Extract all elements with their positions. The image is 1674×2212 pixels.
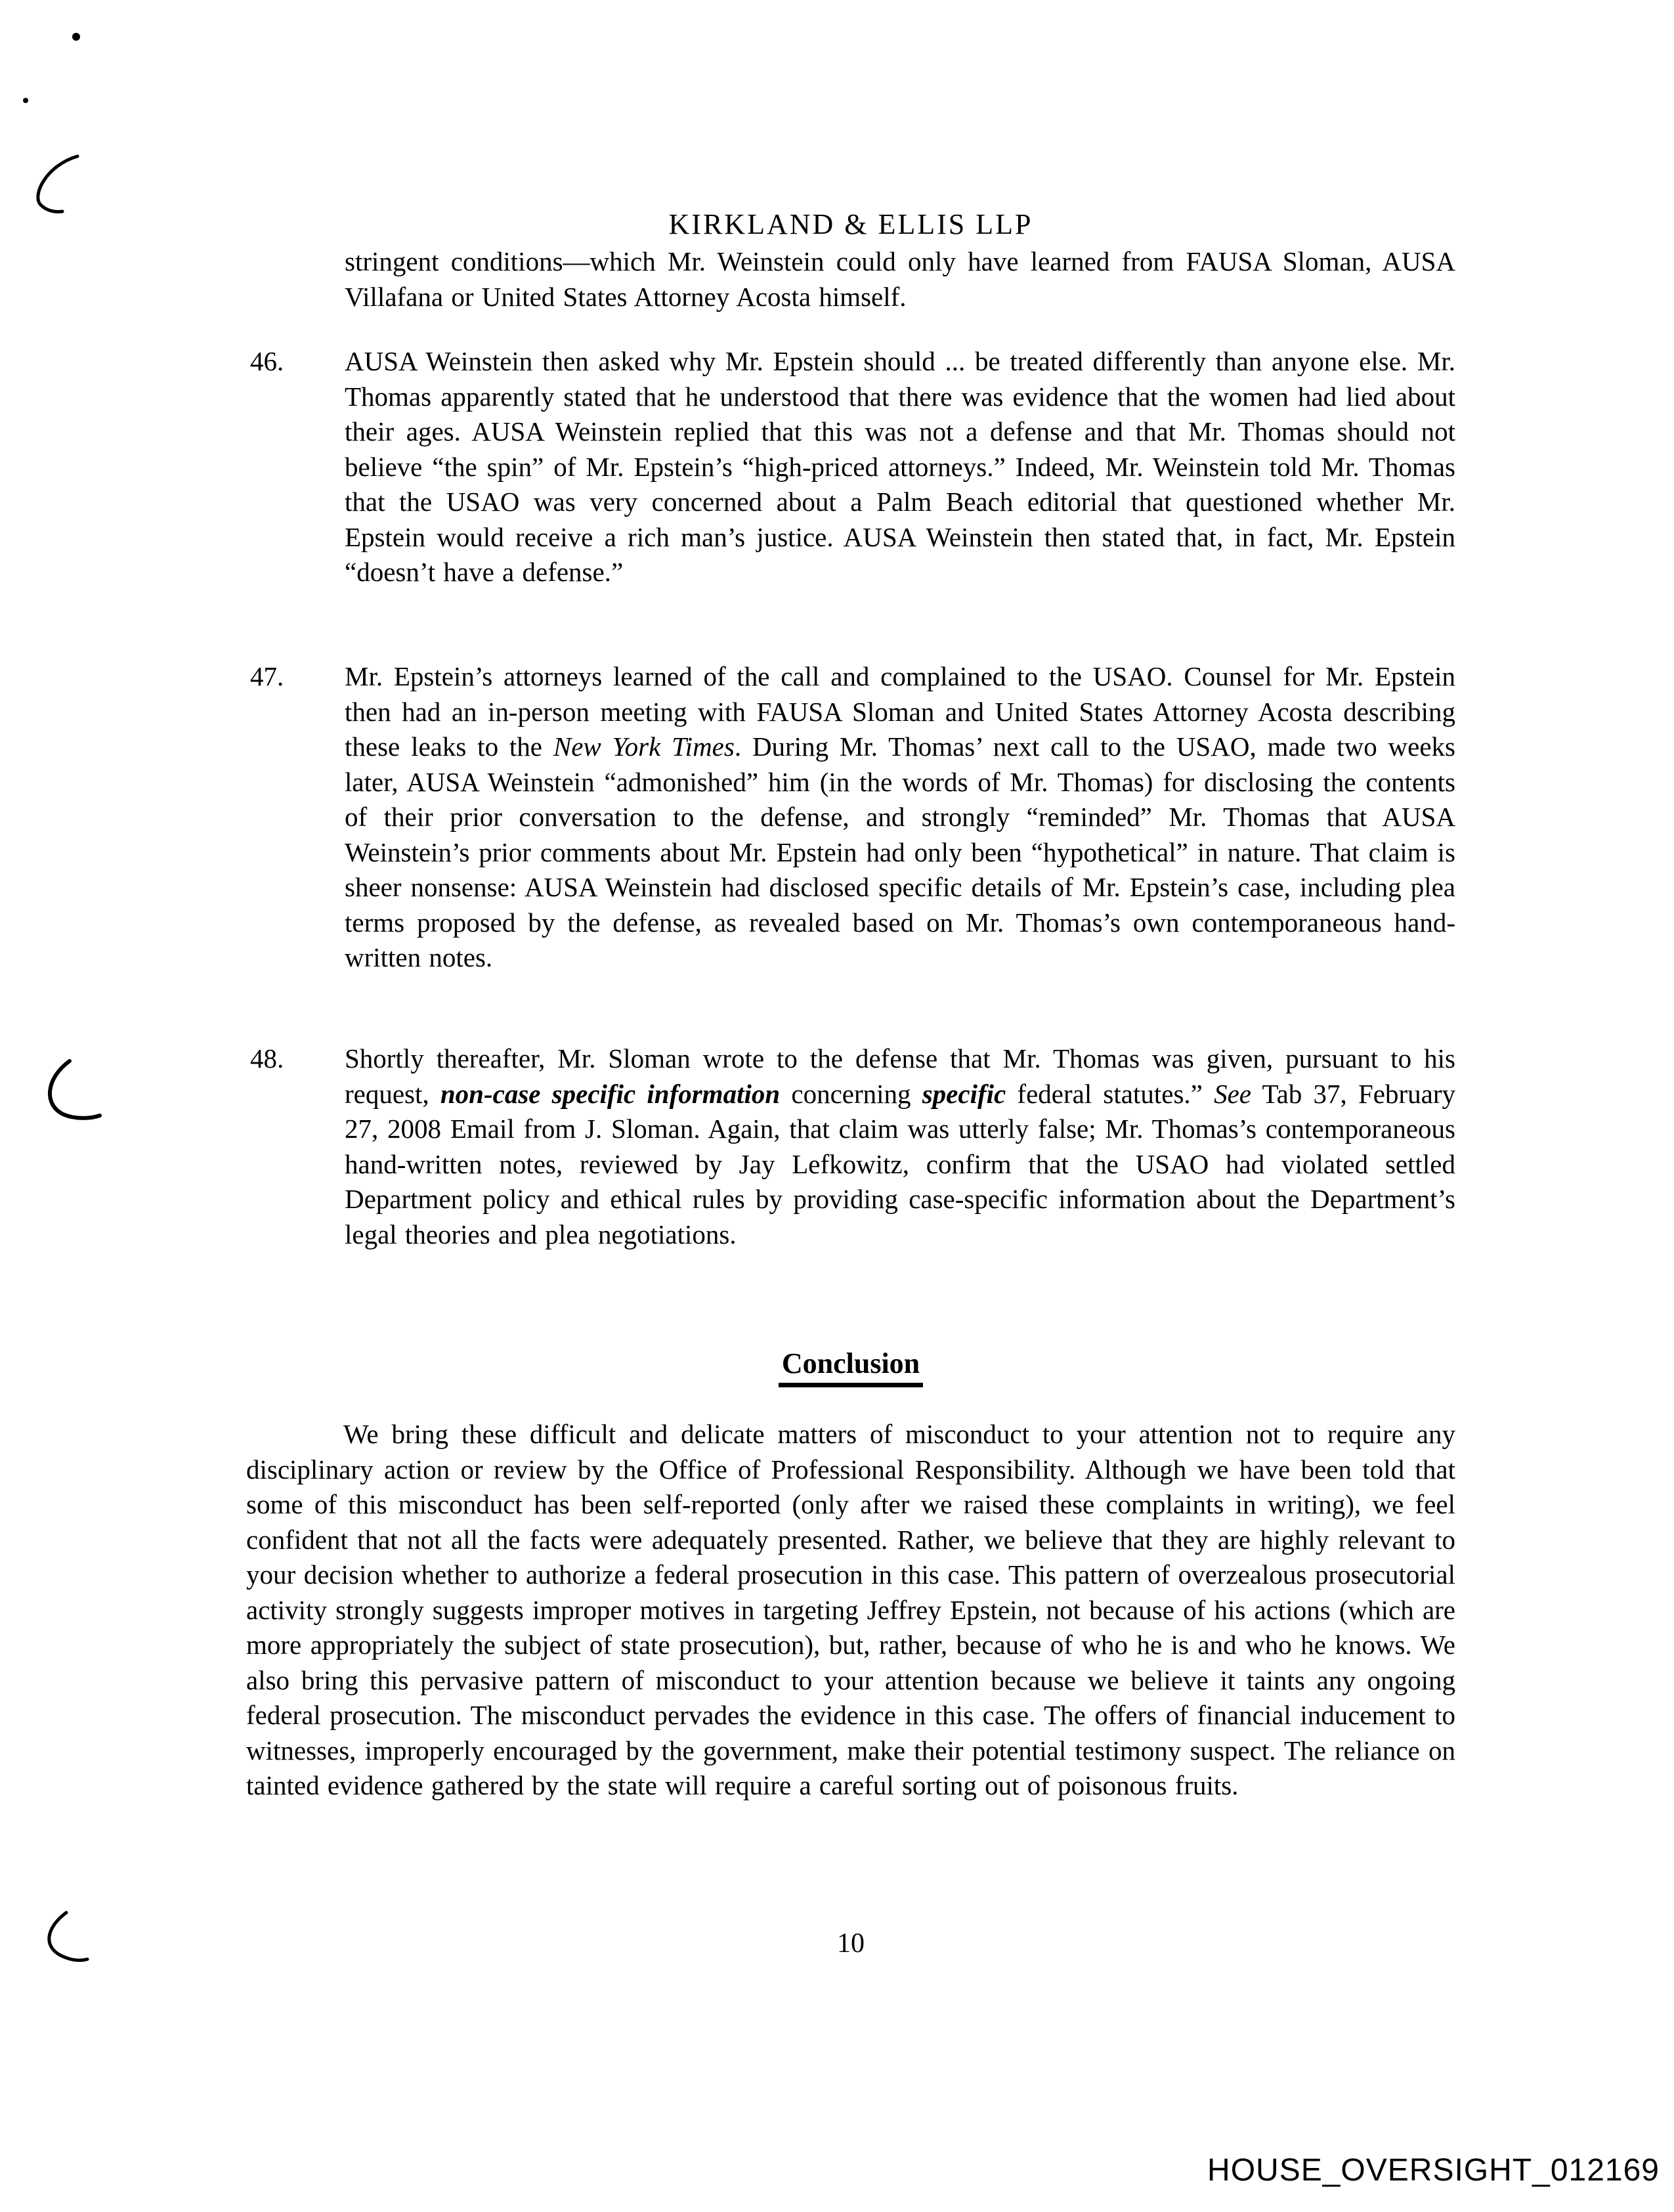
paragraph-number: 47. (250, 661, 284, 691)
paragraph-text: Mr. Epstein’s attorneys learned of the call and complained to the USAO. Counsel for Mr. Epstein then had an in-person meeting with FAUSA Sloman and United States Attorney Acosta describing these leaks to the New York Times. During Mr. Thomas’ next call to the USAO, made two weeks later, AUSA Weinstein “admonished” him (in the words of Mr. Thomas) for disclosing the contents of their prior conversation to the defense, and strongly “reminded” Mr. Thomas that AUSA Weinstein’s prior comments about Mr. Epstein had only been “hypothetical” in nature. That claim is sheer nonsense: AUSA Weinstein had disclosed specific details of Mr. Epstein’s case, including plea terms proposed by the defense, as revealed based on Mr. Thomas’s own contemporaneous hand-written notes. (345, 661, 1455, 972)
conclusion-paragraph: We bring these difficult and delicate matters of misconduct to your attention not to require any disciplinary action or review by the Office of Professional Responsibility. Although we have been told that some of this misconduct has been self-reported (only after we raised these complaints in writing), we feel confident that not all the facts were adequately presented. Rather, we believe that they are highly relevant to your decision whether to authorize a federal prosecution in this case. This pattern of overzealous prosecutorial activity strongly suggests improper motives in targeting Jeffrey Epstein, not because of his actions (which are more appropriately the subject of state prosecution), but, rather, because of who he is and who he knows. We also bring this pervasive pattern of misconduct to your attention because we believe it taints any ongoing federal prosecution. The misconduct pervades the evidence in this case. The offers of financial inducement to witnesses, improperly encouraged by the government, make their potential testimony suspect. The reliance on tainted evidence gathered by the state will require a careful sorting out of poisonous fruits. (246, 1419, 1455, 1800)
bates-stamp: HOUSE_OVERSIGHT_012169 (1207, 2153, 1660, 2188)
letterhead-title: KIRKLAND & ELLIS LLP (668, 208, 1033, 240)
paragraph-number: 48. (250, 1043, 284, 1073)
conclusion-heading: Conclusion (779, 1347, 923, 1387)
paragraph-text: Shortly thereafter, Mr. Sloman wrote to the defense that Mr. Thomas was given, pursuant to his request, non-case specific information concerning specific federal statutes.” See Tab 37, February 27, 2008 Email from J. Sloman. Again, that claim was utterly false; Mr. Thomas’s contemporaneous hand-written notes, reviewed by Jay Lefkowitz, confirm that the USAO had violated settled Department policy and ethical rules by providing case-specific information about the Department’s legal theories and plea negotiations. (345, 1043, 1455, 1249)
paragraph-text: AUSA Weinstein then asked why Mr. Epstein should ... be treated differently than anyone else. Mr. Thomas apparently stated that he understood that there was evidence that the women had lied about their ages. AUSA Weinstein replied that this was not a defense and that Mr. Thomas should not believe “the spin” of Mr. Epstein’s “high-priced attorneys.” Indeed, Mr. Weinstein told Mr. Thomas that the USAO was very concerned about a Palm Beach editorial that questioned whether Mr. Epstein would receive a rich man’s justice. AUSA Weinstein then stated that, in fact, Mr. Epstein “doesn’t have a defense.” (345, 346, 1455, 587)
conclusion-section (246, 1347, 1455, 1387)
page-number: 10 (837, 1928, 865, 1959)
intro-continuation-paragraph: stringent conditions—which Mr. Weinstein could only have learned from FAUSA Sloman, AUSA Villafana or United States Attorney Acosta himself. (345, 246, 1455, 312)
numbered-paragraph-48 (250, 1041, 1455, 1252)
paragraph-number: 46. (250, 346, 284, 376)
numbered-paragraph-47 (250, 659, 1455, 976)
numbered-paragraph-46 (250, 344, 1455, 590)
